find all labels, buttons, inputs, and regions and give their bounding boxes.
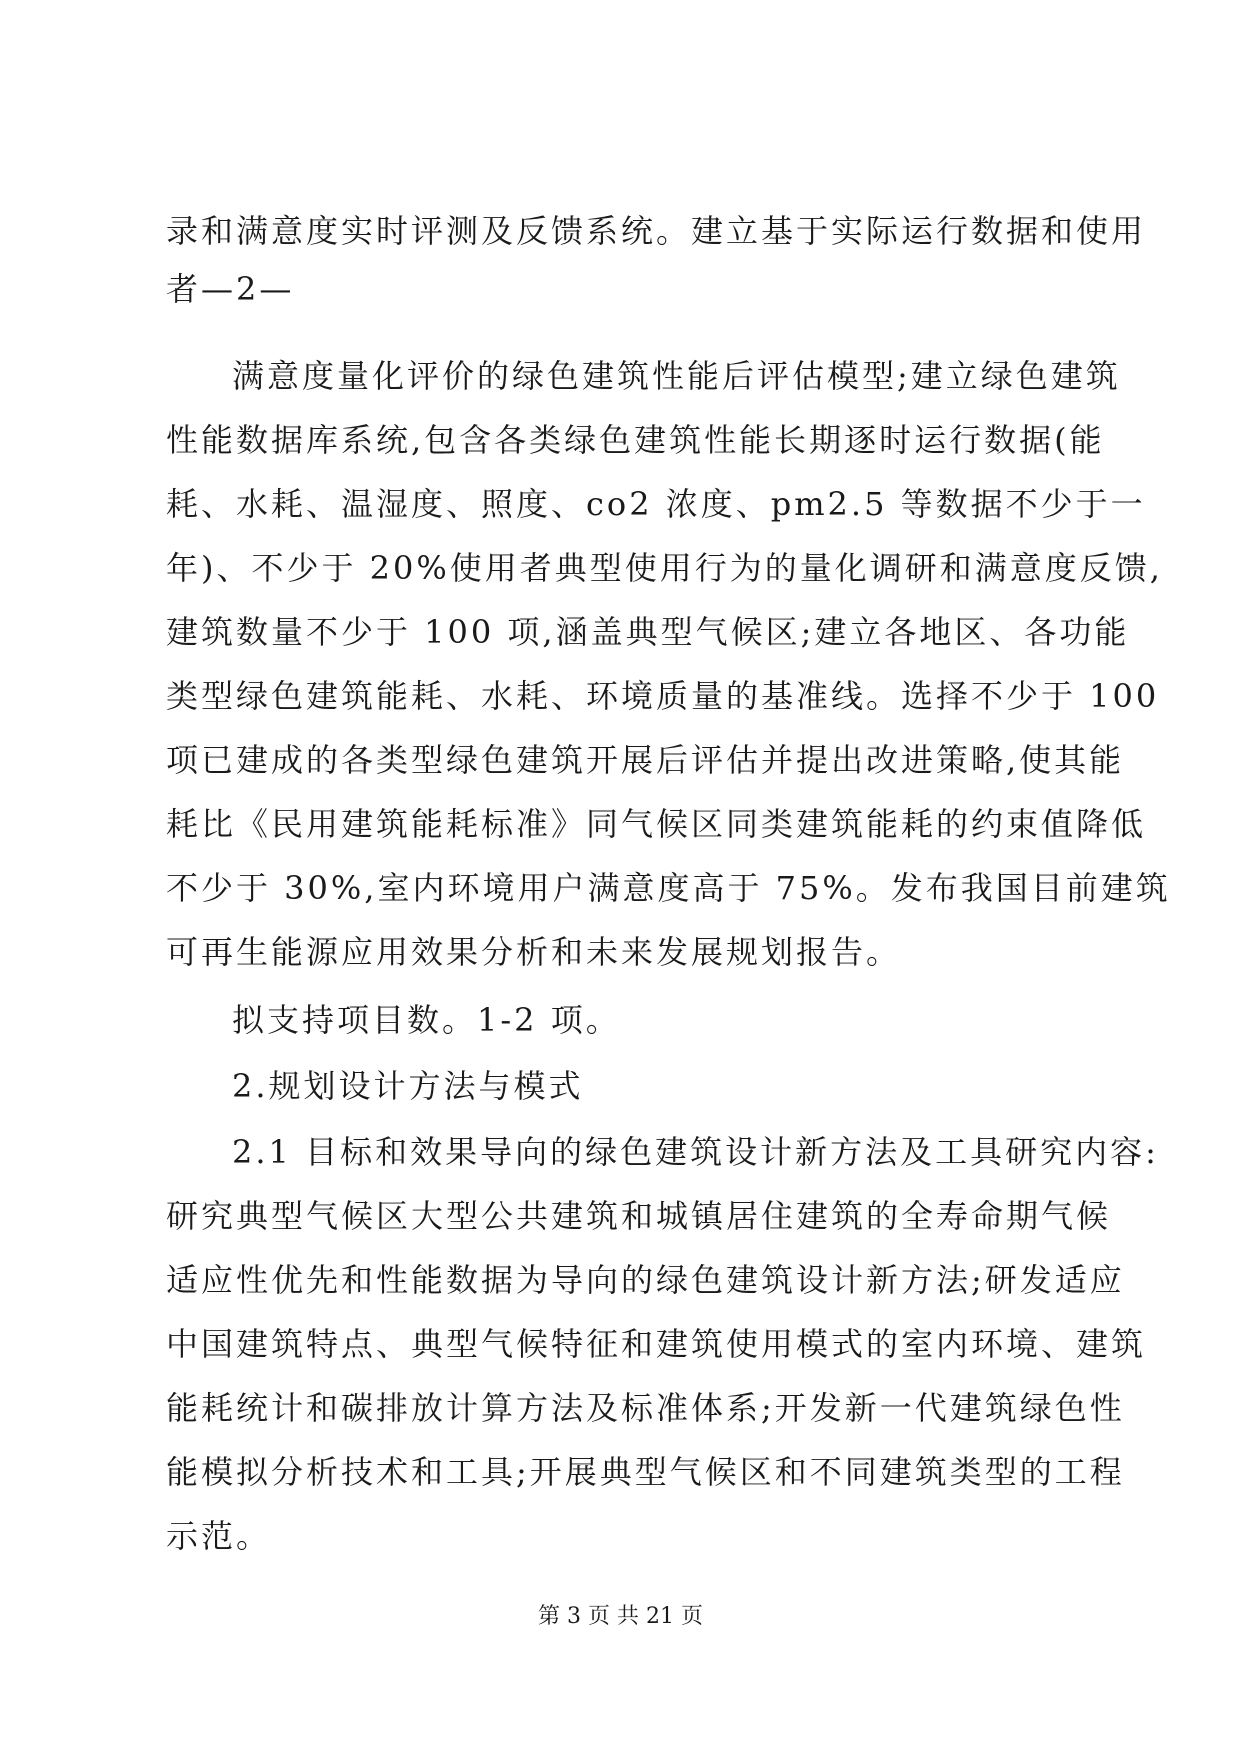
text-line: 研究典型气候区大型公共建筑和城镇居住建筑的全寿命期气候 (166, 1197, 1112, 1235)
text-line: 者—2— (166, 270, 295, 308)
page-number-footer: 第 3 页 共 21 页 (538, 1604, 703, 1629)
text-line: 满意度量化评价的绿色建筑性能后评估模型;建立绿色建筑 (232, 357, 1121, 395)
text-line: 能模拟分析技术和工具;开展典型气候区和不同建筑类型的工程 (166, 1453, 1125, 1491)
text-line: 不少于 30%,室内环境用户满意度高于 75%。发布我国目前建筑 (166, 869, 1171, 907)
subsection-heading: 2.1 目标和效果导向的绿色建筑设计新方法及工具研究内容: (232, 1133, 1159, 1171)
text-line: 中国建筑特点、典型气候特征和建筑使用模式的室内环境、建筑 (166, 1325, 1147, 1363)
text-line: 类型绿色建筑能耗、水耗、环境质量的基准线。选择不少于 100 (166, 677, 1160, 715)
text-line: 拟支持项目数。1-2 项。 (232, 1001, 621, 1039)
text-line: 录和满意度实时评测及反馈系统。建立基于实际运行数据和使用 (166, 212, 1147, 250)
text-line: 建筑数量不少于 100 项,涵盖典型气候区;建立各地区、各功能 (166, 613, 1130, 651)
text-line: 适应性优先和性能数据为导向的绿色建筑设计新方法;研发适应 (166, 1261, 1125, 1299)
text-line: 可再生能源应用效果分析和未来发展规划报告。 (166, 933, 902, 971)
section-heading: 2.规划设计方法与模式 (232, 1067, 584, 1105)
text-line: 项已建成的各类型绿色建筑开展后评估并提出改进策略,使其能 (166, 741, 1125, 779)
text-line: 示范。 (166, 1517, 272, 1555)
text-line: 年)、不少于 20%使用者典型使用行为的量化调研和满意度反馈, (166, 549, 1163, 587)
text-line: 性能数据库系统,包含各类绿色建筑性能长期逐时运行数据(能 (166, 421, 1105, 459)
text-line: 耗比《民用建筑能耗标准》同气候区同类建筑能耗的约束值降低 (166, 805, 1147, 843)
text-line: 能耗统计和碳排放计算方法及标准体系;开发新一代建筑绿色性 (166, 1389, 1125, 1427)
text-line: 耗、水耗、温湿度、照度、co2 浓度、pm2.5 等数据不少于一 (166, 485, 1146, 523)
